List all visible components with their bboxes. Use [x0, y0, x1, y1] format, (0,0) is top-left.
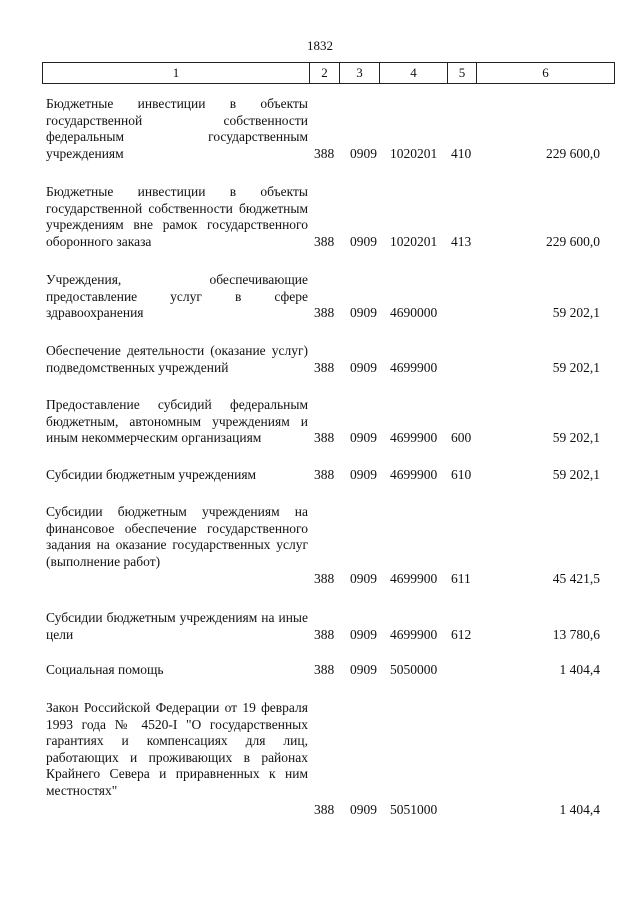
row-col-6: 45 421,5 [552, 571, 600, 586]
page-number: 1832 [307, 38, 333, 53]
row-col-6: 59 202,1 [552, 467, 600, 482]
row-col-6: 1 404,4 [559, 662, 600, 677]
row-description: Учреждения, обеспечивающие предоставление услуг в сфере здравоохранения [46, 272, 308, 320]
row-col-3: 0909 [350, 146, 377, 161]
row-col-4: 5051000 [390, 802, 438, 817]
table-header [42, 62, 615, 84]
row-col-3: 0909 [350, 627, 377, 642]
row-description: Обеспечение деятельности (оказание услуг) подведомственных учреждений [46, 343, 308, 375]
row-description: Субсидии бюджетным учреждениям на иные цели [46, 610, 308, 642]
row-description: Субсидии бюджетным учреждениям [46, 467, 257, 482]
row-col-3: 0909 [350, 571, 377, 586]
row-col-3: 0909 [350, 305, 377, 320]
row-col-6: 229 600,0 [546, 146, 600, 161]
row-col-4: 4699900 [390, 627, 438, 642]
row-col-4: 1020201 [390, 146, 438, 161]
row-col-2: 388 [314, 662, 335, 677]
row-col-4: 4699900 [390, 360, 438, 375]
header-col-1: 1 [43, 63, 310, 83]
row-col-4: 4699900 [390, 467, 438, 482]
row-col-6: 59 202,1 [552, 360, 600, 375]
row-col-6: 1 404,4 [559, 802, 600, 817]
row-col-5: 611 [451, 571, 471, 586]
header-col-2: 2 [310, 63, 340, 83]
row-col-4: 4690000 [390, 305, 438, 320]
header-col-4: 4 [380, 63, 448, 83]
row-col-4: 4699900 [390, 571, 438, 586]
row-col-3: 0909 [350, 360, 377, 375]
row-col-6: 13 780,6 [552, 627, 600, 642]
row-description: Социальная помощь [46, 662, 164, 677]
row-col-6: 59 202,1 [552, 305, 600, 320]
header-col-5: 5 [448, 63, 477, 83]
header-col-3: 3 [340, 63, 380, 83]
row-col-2: 388 [314, 571, 335, 586]
row-col-3: 0909 [350, 467, 377, 482]
row-col-2: 388 [314, 146, 335, 161]
row-col-4: 4699900 [390, 430, 438, 445]
row-col-4: 1020201 [390, 234, 438, 249]
row-col-2: 388 [314, 234, 335, 249]
row-col-5: 600 [451, 430, 472, 445]
row-col-6: 229 600,0 [546, 234, 600, 249]
row-col-3: 0909 [350, 802, 377, 817]
row-col-5: 612 [451, 627, 472, 642]
row-col-5: 410 [451, 146, 472, 161]
row-col-6: 59 202,1 [552, 430, 600, 445]
row-col-2: 388 [314, 430, 335, 445]
row-col-3: 0909 [350, 430, 377, 445]
row-col-3: 0909 [350, 234, 377, 249]
row-col-2: 388 [314, 305, 335, 320]
row-col-2: 388 [314, 360, 335, 375]
row-col-2: 388 [314, 627, 335, 642]
row-description: Предоставление субсидий федеральным бюджетным, автономным учреждениям и иным некоммерческим организациям [46, 397, 308, 445]
row-col-3: 0909 [350, 662, 377, 677]
row-description: Бюджетные инвестиции в объекты государственной собственности федеральным государственным учреждениям [46, 96, 308, 161]
row-description: Бюджетные инвестиции в объекты государственной собственности бюджетным учреждениям вне рамок государственного оборонного заказа [46, 184, 308, 249]
row-col-5: 610 [451, 467, 472, 482]
row-col-2: 388 [314, 467, 335, 482]
header-col-6: 6 [542, 65, 549, 80]
row-col-4: 5050000 [390, 662, 438, 677]
row-description: Субсидии бюджетным учреждениям на финансовое обеспечение государственного задания на оказание государственных услуг (выполнение работ) [46, 504, 308, 569]
row-col-5: 413 [451, 234, 472, 249]
row-description: Закон Российской Федерации от 19 февраля 1993 года № 4520-I "О государственных гарантиях и компенсациях для лиц, работающих и проживающих в районах Крайнего Севера и приравненных к ним местностях" [46, 700, 308, 798]
row-col-2: 388 [314, 802, 335, 817]
